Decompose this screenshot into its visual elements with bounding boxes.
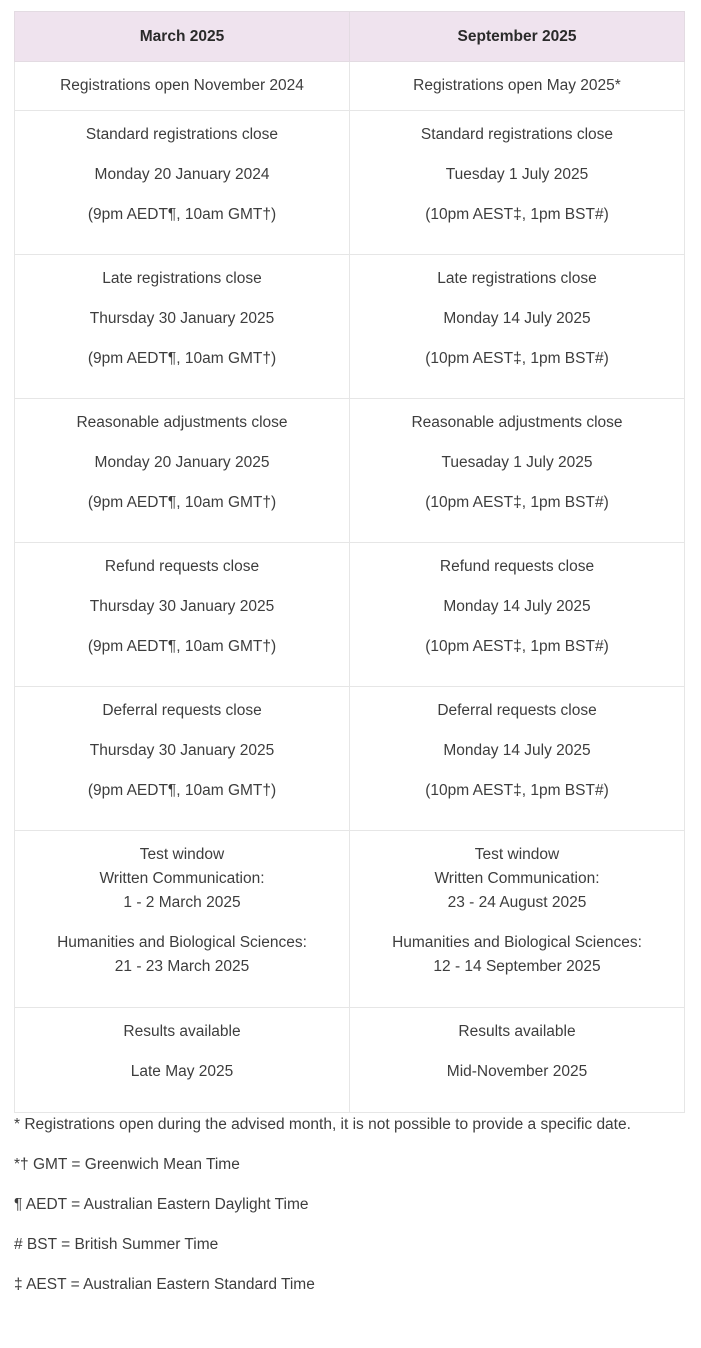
table-row-standard-close: [15, 111, 685, 255]
header-row: [15, 12, 685, 62]
close-date: Monday 20 January 2024: [94, 166, 270, 183]
row-label: Reasonable adjustments close: [411, 414, 623, 431]
table-row-refund-close: [15, 543, 685, 687]
close-date: Monday 14 July 2025: [443, 598, 591, 615]
close-time: (10pm AEST‡, 1pm BST#): [425, 494, 609, 511]
results-date: Mid-November 2025: [446, 1063, 588, 1080]
close-time: (10pm AEST‡, 1pm BST#): [425, 206, 609, 223]
row-label: Results available: [123, 1023, 241, 1040]
row-label: Refund requests close: [104, 558, 260, 575]
footnote-aedt: ¶ AEDT = Australian Eastern Daylight Time: [14, 1196, 309, 1213]
row-label: Deferral requests close: [437, 702, 597, 719]
table-row-deferral-close: [15, 687, 685, 831]
cell-results-september: [350, 1008, 685, 1113]
close-date: Monday 14 July 2025: [443, 742, 591, 759]
cell-standard-march: [15, 111, 350, 255]
close-date: Monday 20 January 2025: [94, 454, 270, 471]
cell-registrations-open-march: Registrations open November 2024: [15, 62, 350, 111]
cell-adjustments-march: [15, 399, 350, 543]
table-row-test-window: [15, 831, 685, 1008]
table-row-registrations-open: [15, 62, 685, 111]
cell-standard-september: [350, 111, 685, 255]
written-label: Written Communication:: [99, 870, 265, 887]
close-time: (9pm AEDT¶, 10am GMT†): [87, 782, 277, 799]
footnote-aest: ‡ AEST = Australian Eastern Standard Time: [14, 1276, 315, 1293]
schedule-container: [14, 11, 685, 1313]
row-label: Deferral requests close: [102, 702, 262, 719]
close-date: Monday 14 July 2025: [443, 310, 591, 327]
cell-late-september: [350, 255, 685, 399]
row-label: Refund requests close: [439, 558, 595, 575]
footnotes: [14, 1113, 685, 1313]
row-label: Late registrations close: [437, 270, 597, 287]
hbs-label: Humanities and Biological Sciences:: [57, 934, 307, 951]
table-row-results: [15, 1008, 685, 1113]
close-time: (9pm AEDT¶, 10am GMT†): [87, 494, 277, 511]
cell-adjustments-september: [350, 399, 685, 543]
schedule-table: [14, 11, 685, 1113]
row-label: Reasonable adjustments close: [76, 414, 288, 431]
close-date: Tuesday 1 July 2025: [445, 166, 589, 183]
row-label: Test window: [474, 846, 560, 863]
cell-deferral-march: [15, 687, 350, 831]
written-dates: 23 - 24 August 2025: [447, 894, 587, 911]
row-label: Standard registrations close: [85, 126, 279, 143]
header-march: March 2025: [15, 12, 350, 62]
close-date: Thursday 30 January 2025: [89, 598, 275, 615]
footnote-bst: # BST = British Summer Time: [14, 1236, 219, 1253]
header-september: September 2025: [350, 12, 685, 62]
close-time: (10pm AEST‡, 1pm BST#): [425, 350, 609, 367]
hbs-dates: 12 - 14 September 2025: [433, 958, 601, 975]
close-time: (10pm AEST‡, 1pm BST#): [425, 638, 609, 655]
cell-late-march: [15, 255, 350, 399]
cell-refund-september: [350, 543, 685, 687]
written-label: Written Communication:: [434, 870, 600, 887]
cell-refund-march: [15, 543, 350, 687]
footnote-registrations: * Registrations open during the advised month, it is not possible to provide a specific date.: [14, 1116, 631, 1133]
close-time: (9pm AEDT¶, 10am GMT†): [87, 350, 277, 367]
row-label: Standard registrations close: [420, 126, 614, 143]
cell-results-march: [15, 1008, 350, 1113]
close-time: (10pm AEST‡, 1pm BST#): [425, 782, 609, 799]
close-date: Thursday 30 January 2025: [89, 310, 275, 327]
row-label: Results available: [458, 1023, 576, 1040]
table-row-late-close: [15, 255, 685, 399]
close-date: Thursday 30 January 2025: [89, 742, 275, 759]
hbs-dates: 21 - 23 March 2025: [114, 958, 250, 975]
close-time: (9pm AEDT¶, 10am GMT†): [87, 206, 277, 223]
footnote-gmt: *† GMT = Greenwich Mean Time: [14, 1156, 240, 1173]
table-row-adjustments-close: [15, 399, 685, 543]
cell-test-september: [350, 831, 685, 1008]
cell-registrations-open-september: Registrations open May 2025*: [350, 62, 685, 111]
cell-deferral-september: [350, 687, 685, 831]
close-time: (9pm AEDT¶, 10am GMT†): [87, 638, 277, 655]
close-date: Tuesaday 1 July 2025: [441, 454, 593, 471]
results-date: Late May 2025: [130, 1063, 234, 1080]
written-dates: 1 - 2 March 2025: [123, 894, 241, 911]
hbs-label: Humanities and Biological Sciences:: [392, 934, 642, 951]
row-label: Late registrations close: [102, 270, 262, 287]
cell-test-march: [15, 831, 350, 1008]
row-label: Test window: [139, 846, 225, 863]
